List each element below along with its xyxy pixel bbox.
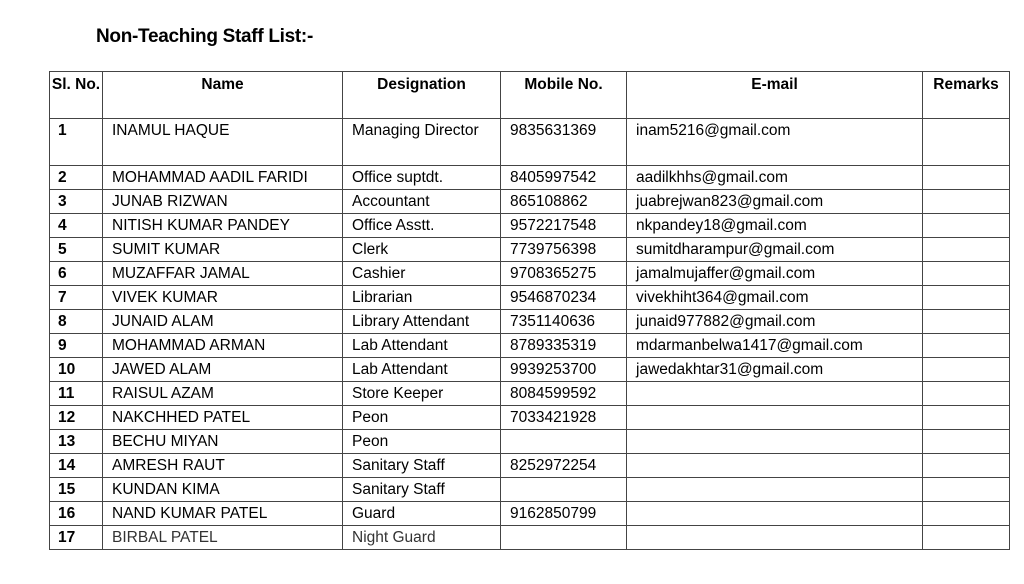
cell-designation: Night Guard bbox=[343, 526, 501, 550]
cell-remarks bbox=[923, 214, 1010, 238]
cell-email: jamalmujaffer@gmail.com bbox=[627, 262, 923, 286]
cell-sl-no: 13 bbox=[50, 430, 103, 454]
cell-remarks bbox=[923, 526, 1010, 550]
cell-sl-no: 15 bbox=[50, 478, 103, 502]
cell-name: SUMIT KUMAR bbox=[103, 238, 343, 262]
cell-name: JUNAID ALAM bbox=[103, 310, 343, 334]
cell-remarks bbox=[923, 358, 1010, 382]
cell-name: MOHAMMAD ARMAN bbox=[103, 334, 343, 358]
header-sl-no: Sl. No. bbox=[50, 72, 103, 119]
cell-remarks bbox=[923, 502, 1010, 526]
cell-remarks bbox=[923, 454, 1010, 478]
cell-mobile: 9162850799 bbox=[501, 502, 627, 526]
cell-mobile: 8084599592 bbox=[501, 382, 627, 406]
cell-name: KUNDAN KIMA bbox=[103, 478, 343, 502]
cell-designation: Accountant bbox=[343, 190, 501, 214]
cell-email: juabrejwan823@gmail.com bbox=[627, 190, 923, 214]
cell-designation: Guard bbox=[343, 502, 501, 526]
cell-remarks bbox=[923, 478, 1010, 502]
table-header-row bbox=[50, 72, 1010, 119]
cell-mobile: 9708365275 bbox=[501, 262, 627, 286]
cell-sl-no: 2 bbox=[50, 166, 103, 190]
cell-mobile: 7033421928 bbox=[501, 406, 627, 430]
cell-email bbox=[627, 454, 923, 478]
cell-name: MOHAMMAD AADIL FARIDI bbox=[103, 166, 343, 190]
table-row bbox=[50, 454, 1010, 478]
cell-designation: Sanitary Staff bbox=[343, 454, 501, 478]
cell-mobile: 7739756398 bbox=[501, 238, 627, 262]
cell-email: aadilkhhs@gmail.com bbox=[627, 166, 923, 190]
cell-sl-no: 8 bbox=[50, 310, 103, 334]
cell-sl-no: 14 bbox=[50, 454, 103, 478]
cell-designation: Librarian bbox=[343, 286, 501, 310]
cell-email bbox=[627, 430, 923, 454]
cell-email: nkpandey18@gmail.com bbox=[627, 214, 923, 238]
cell-name: INAMUL HAQUE bbox=[103, 119, 343, 166]
cell-remarks bbox=[923, 310, 1010, 334]
cell-designation: Lab Attendant bbox=[343, 334, 501, 358]
cell-mobile bbox=[501, 478, 627, 502]
header-designation: Designation bbox=[343, 72, 501, 119]
cell-name: NAND KUMAR PATEL bbox=[103, 502, 343, 526]
table-row bbox=[50, 310, 1010, 334]
page-title: Non-Teaching Staff List:- bbox=[96, 26, 313, 47]
cell-sl-no: 1 bbox=[50, 119, 103, 166]
cell-mobile: 9572217548 bbox=[501, 214, 627, 238]
cell-mobile bbox=[501, 526, 627, 550]
table-row bbox=[50, 190, 1010, 214]
table-row bbox=[50, 286, 1010, 310]
table-row bbox=[50, 214, 1010, 238]
table-row bbox=[50, 526, 1010, 550]
cell-sl-no: 9 bbox=[50, 334, 103, 358]
cell-mobile: 8405997542 bbox=[501, 166, 627, 190]
cell-mobile bbox=[501, 430, 627, 454]
cell-name: BIRBAL PATEL bbox=[103, 526, 343, 550]
cell-mobile: 865108862 bbox=[501, 190, 627, 214]
cell-mobile: 7351140636 bbox=[501, 310, 627, 334]
cell-remarks bbox=[923, 382, 1010, 406]
cell-email bbox=[627, 406, 923, 430]
cell-remarks bbox=[923, 166, 1010, 190]
cell-email: sumitdharampur@gmail.com bbox=[627, 238, 923, 262]
cell-sl-no: 11 bbox=[50, 382, 103, 406]
cell-name: AMRESH RAUT bbox=[103, 454, 343, 478]
cell-remarks bbox=[923, 262, 1010, 286]
cell-email bbox=[627, 382, 923, 406]
cell-email bbox=[627, 478, 923, 502]
cell-name: NITISH KUMAR PANDEY bbox=[103, 214, 343, 238]
cell-mobile: 9546870234 bbox=[501, 286, 627, 310]
cell-mobile: 9835631369 bbox=[501, 119, 627, 166]
cell-designation: Peon bbox=[343, 406, 501, 430]
table-row bbox=[50, 502, 1010, 526]
table-row bbox=[50, 430, 1010, 454]
cell-designation: Office Asstt. bbox=[343, 214, 501, 238]
cell-sl-no: 16 bbox=[50, 502, 103, 526]
cell-email: jawedakhtar31@gmail.com bbox=[627, 358, 923, 382]
cell-mobile: 8789335319 bbox=[501, 334, 627, 358]
cell-designation: Lab Attendant bbox=[343, 358, 501, 382]
cell-remarks bbox=[923, 286, 1010, 310]
table-row bbox=[50, 262, 1010, 286]
table-row bbox=[50, 238, 1010, 262]
cell-remarks bbox=[923, 430, 1010, 454]
cell-designation: Office suptdt. bbox=[343, 166, 501, 190]
table-row bbox=[50, 334, 1010, 358]
cell-remarks bbox=[923, 406, 1010, 430]
cell-name: JAWED ALAM bbox=[103, 358, 343, 382]
cell-designation: Cashier bbox=[343, 262, 501, 286]
cell-sl-no: 6 bbox=[50, 262, 103, 286]
cell-mobile: 9939253700 bbox=[501, 358, 627, 382]
cell-email: mdarmanbelwa1417@gmail.com bbox=[627, 334, 923, 358]
cell-sl-no: 7 bbox=[50, 286, 103, 310]
table-row bbox=[50, 166, 1010, 190]
cell-name: JUNAB RIZWAN bbox=[103, 190, 343, 214]
header-name: Name bbox=[103, 72, 343, 119]
cell-remarks bbox=[923, 190, 1010, 214]
cell-name: VIVEK KUMAR bbox=[103, 286, 343, 310]
cell-remarks bbox=[923, 334, 1010, 358]
cell-mobile: 8252972254 bbox=[501, 454, 627, 478]
table-row bbox=[50, 119, 1010, 166]
cell-sl-no: 3 bbox=[50, 190, 103, 214]
cell-sl-no: 4 bbox=[50, 214, 103, 238]
cell-sl-no: 5 bbox=[50, 238, 103, 262]
cell-designation: Sanitary Staff bbox=[343, 478, 501, 502]
cell-remarks bbox=[923, 238, 1010, 262]
cell-name: BECHU MIYAN bbox=[103, 430, 343, 454]
cell-email: inam5216@gmail.com bbox=[627, 119, 923, 166]
cell-email bbox=[627, 526, 923, 550]
cell-sl-no: 12 bbox=[50, 406, 103, 430]
cell-designation: Peon bbox=[343, 430, 501, 454]
cell-designation: Store Keeper bbox=[343, 382, 501, 406]
cell-designation: Library Attendant bbox=[343, 310, 501, 334]
cell-sl-no: 17 bbox=[50, 526, 103, 550]
cell-email bbox=[627, 502, 923, 526]
cell-name: MUZAFFAR JAMAL bbox=[103, 262, 343, 286]
table-row bbox=[50, 406, 1010, 430]
table-body bbox=[50, 119, 1010, 550]
header-remarks: Remarks bbox=[923, 72, 1010, 119]
cell-remarks bbox=[923, 119, 1010, 166]
table-row bbox=[50, 382, 1010, 406]
cell-designation: Managing Director bbox=[343, 119, 501, 166]
cell-name: RAISUL AZAM bbox=[103, 382, 343, 406]
cell-sl-no: 10 bbox=[50, 358, 103, 382]
cell-email: junaid977882@gmail.com bbox=[627, 310, 923, 334]
cell-designation: Clerk bbox=[343, 238, 501, 262]
header-email: E-mail bbox=[627, 72, 923, 119]
table-row bbox=[50, 478, 1010, 502]
cell-name: NAKCHHED PATEL bbox=[103, 406, 343, 430]
header-mobile: Mobile No. bbox=[501, 72, 627, 119]
cell-email: vivekhiht364@gmail.com bbox=[627, 286, 923, 310]
table-row bbox=[50, 358, 1010, 382]
staff-table bbox=[49, 71, 1010, 550]
